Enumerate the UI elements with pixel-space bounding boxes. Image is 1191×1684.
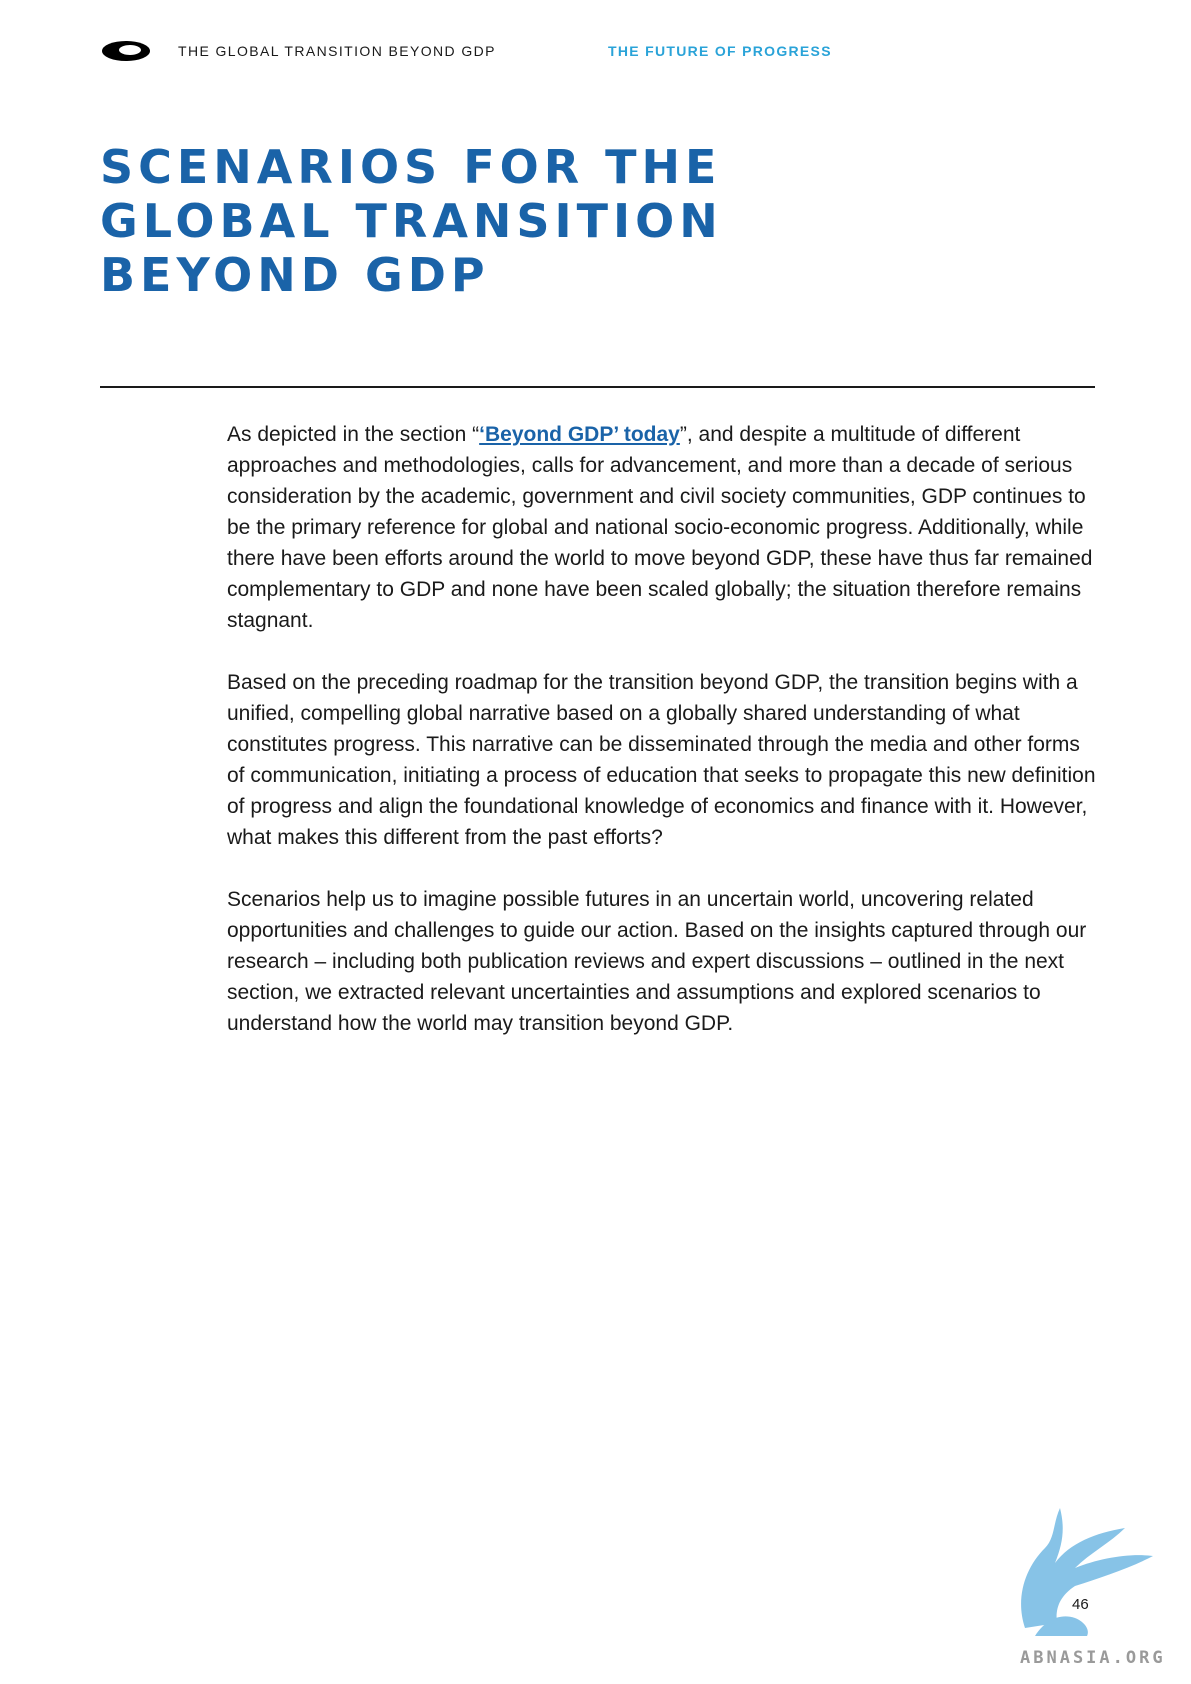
paragraph (227, 419, 1097, 636)
paragraph: Scenarios help us to imagine possible futures in an uncertain world, uncovering related opportunities and challenges to guide our action. Based on the insights captured through our research – including both publication reviews and expert discussions – outlined in the next section, we extracted relevant uncertainties and assumptions and explored scenarios to understand how the world may transition beyond GDP. (227, 888, 1087, 1035)
header-section-label: THE FUTURE OF PROGRESS (608, 43, 832, 59)
page-title-line: SCENARIOS FOR THE (100, 140, 722, 194)
paragraph-text: ”, and despite a multitude of different approaches and methodologies, calls for advancement, and more than a decade of serious consideration by the academic, government and civil society communities, GDP continues to be the primary reference for global and national socio-economic progress. Additionally, while there have been efforts around the world to move beyond GDP, these have thus far remained complementary to GDP and none have been scaled globally; the situation therefore remains stagnant. (227, 423, 1093, 632)
beyond-gdp-today-link[interactable]: ‘Beyond GDP’ today (479, 423, 680, 446)
page-number: 46 (1072, 1596, 1089, 1613)
page-title-line: GLOBAL TRANSITION (100, 194, 723, 248)
paragraph: Based on the preceding roadmap for the transition beyond GDP, the transition begins with a unified, compelling global narrative based on a globally shared understanding of what constitutes progress. This narrative can be disseminated through the media and other forms of communication, initiating a process of education that seeks to propagate this new definition of progress and align the foundational knowledge of economics and finance with it. However, what makes this different from the past efforts? (227, 671, 1096, 849)
header-document-title: THE GLOBAL TRANSITION BEYOND GDP (178, 43, 496, 59)
page-title (100, 140, 723, 302)
open-ring-logo-icon (100, 40, 152, 62)
watermark-text: ABNASIA.ORG (1020, 1648, 1166, 1668)
griffin-watermark-icon (1015, 1508, 1155, 1638)
body-text (227, 419, 1097, 1070)
page-header (100, 38, 1100, 66)
page-title-line: BEYOND GDP (100, 248, 490, 302)
section-divider (100, 386, 1095, 388)
paragraph-text: As depicted in the section “ (227, 423, 480, 446)
